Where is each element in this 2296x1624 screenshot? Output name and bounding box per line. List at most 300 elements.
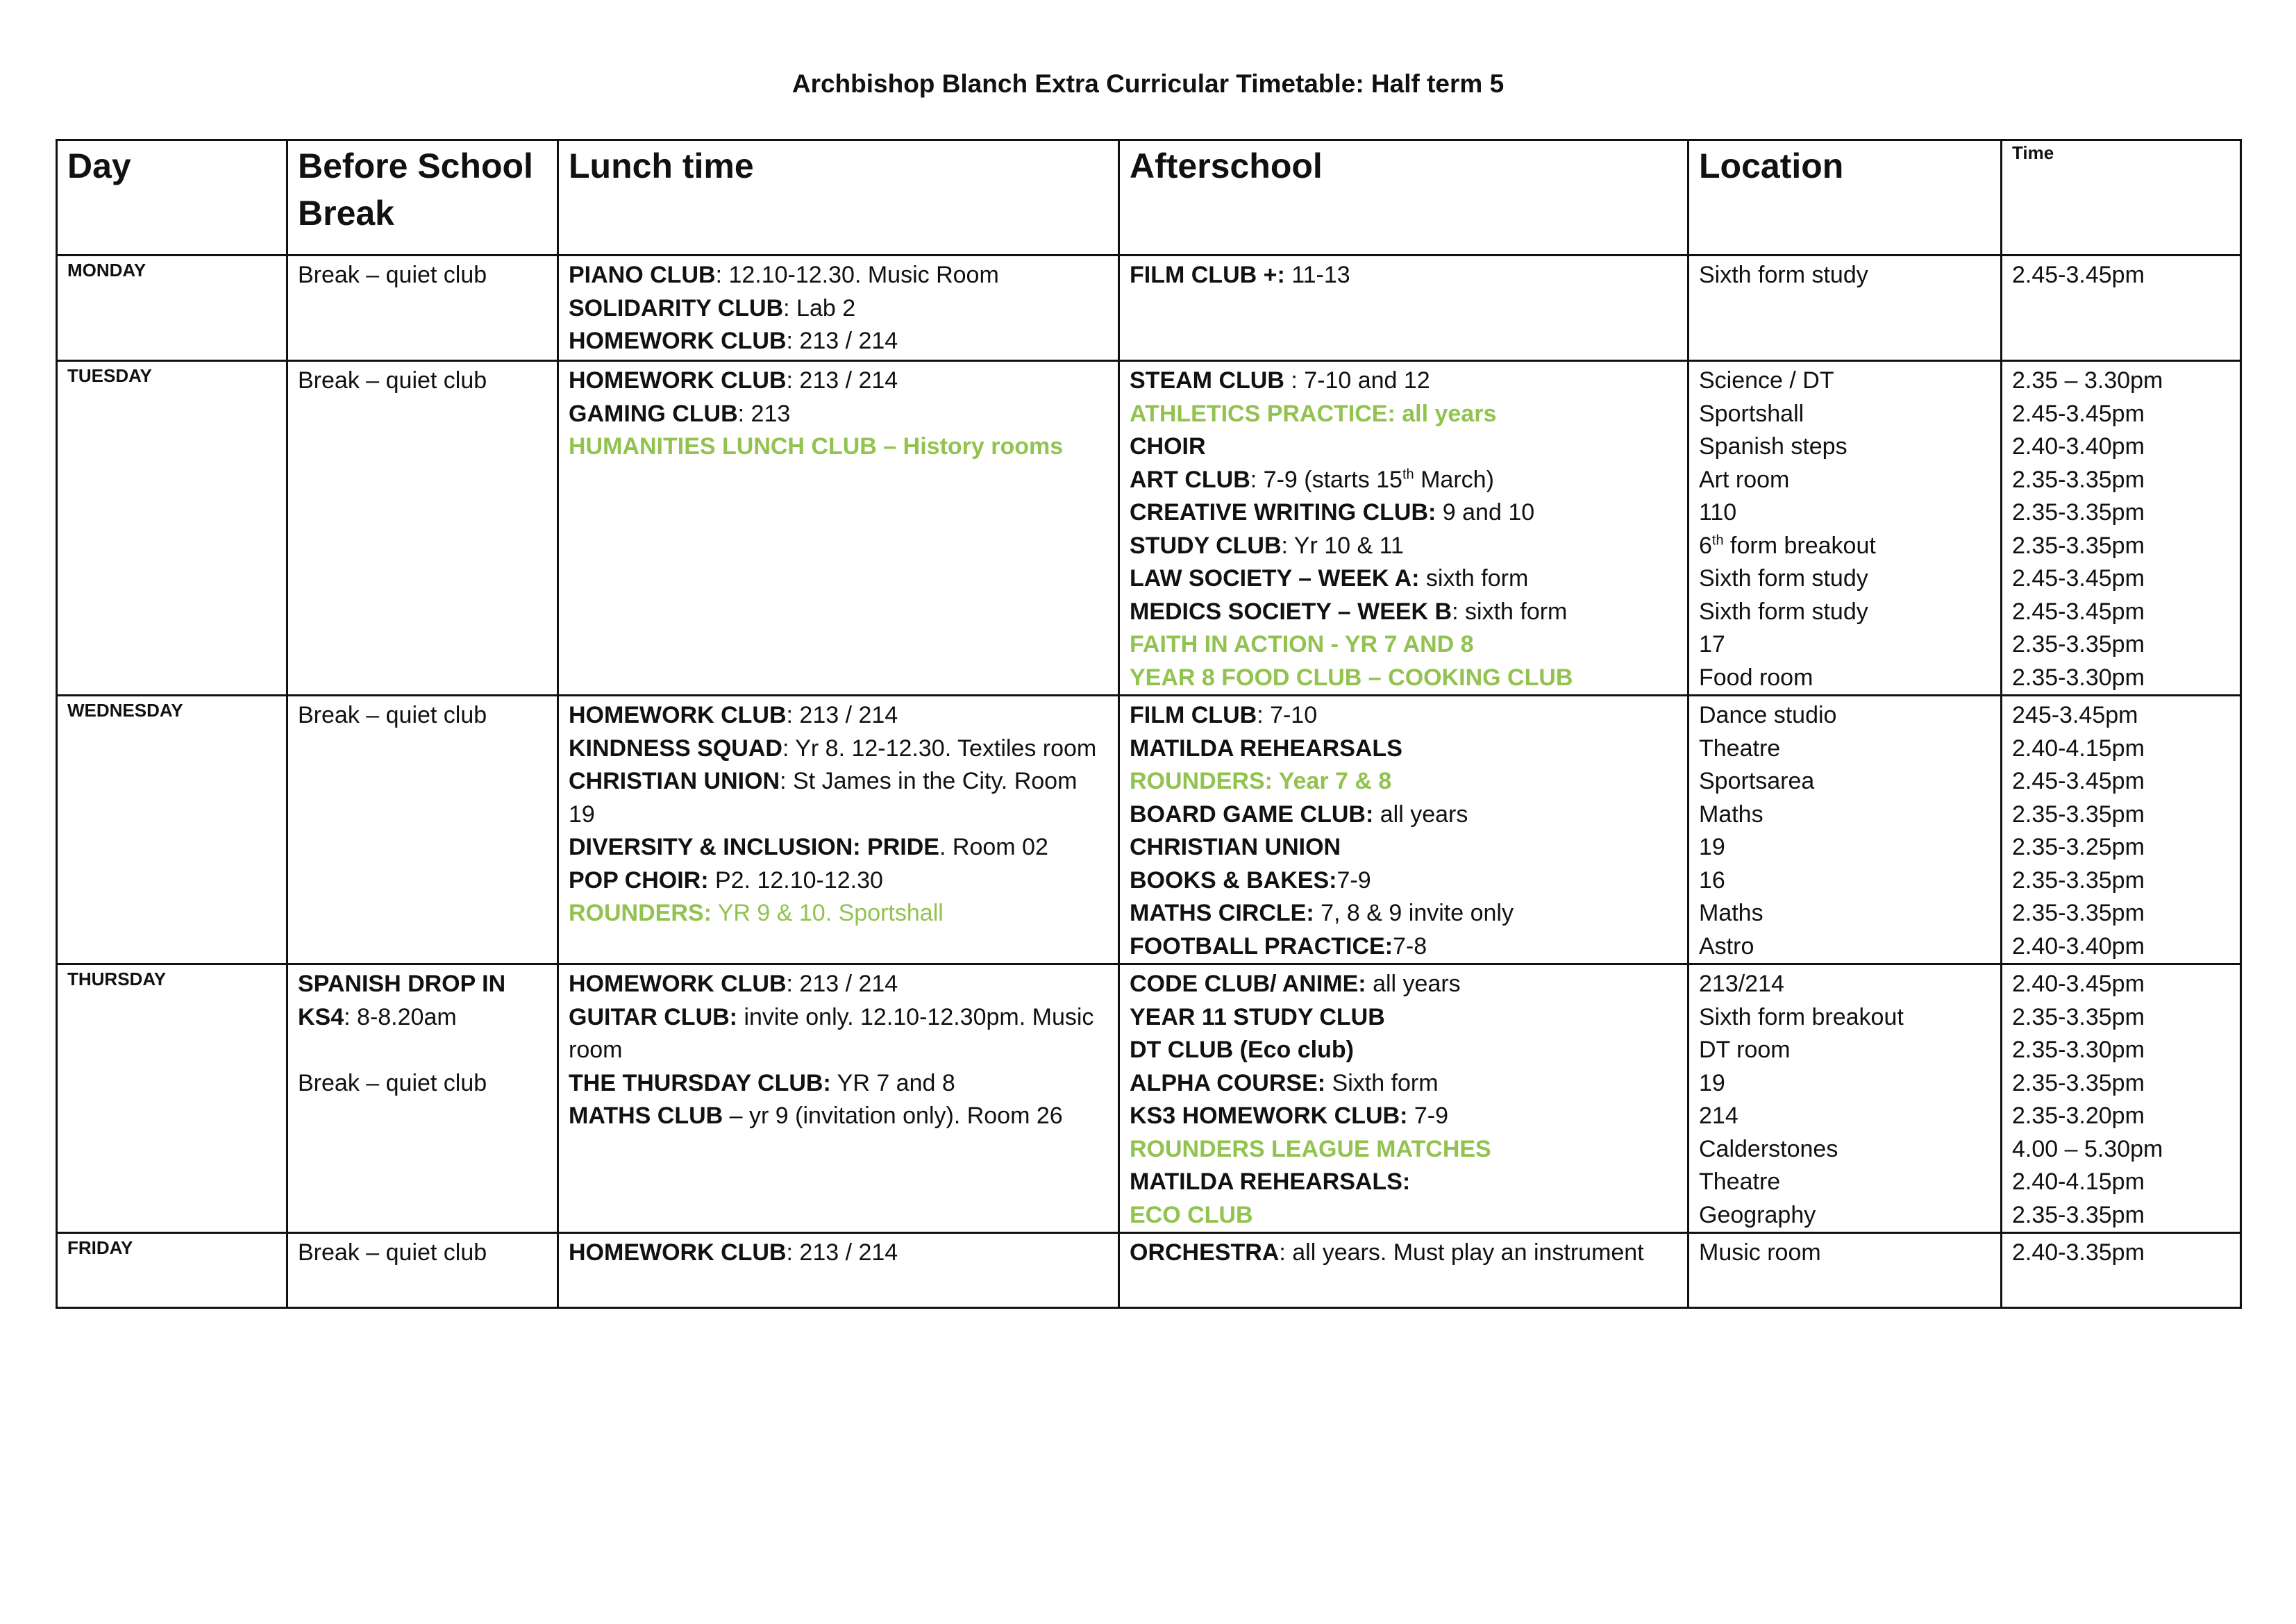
item-bold: FILM CLUB [1130,702,1257,728]
before-list-wednesday [298,699,548,733]
lunch-cell [558,361,1119,696]
list-item [1130,662,1679,695]
lunch-cell [558,1233,1119,1308]
item-text: : 213 / 214 [786,971,898,997]
item-text: Sixth form breakout [1699,1003,1904,1030]
before-cell [287,361,558,696]
list-item [1699,628,1992,662]
list-item [2012,530,2231,563]
item-text: 110 [1699,499,1737,526]
location-list-tuesday [1699,365,1992,694]
item-text: 9 and 10 [1436,499,1535,526]
list-item [569,1100,1109,1133]
header-row [57,140,2241,256]
list-item [569,430,1109,464]
item-text: 2.35-3.25pm [2012,834,2145,860]
list-item [2012,765,2231,798]
list-item [2012,662,2231,695]
item-bold: HOMEWORK CLUB [569,971,787,997]
list-item [2012,259,2231,292]
list-item [1130,831,1679,864]
after-list-thursday [1130,968,1679,1232]
item-bold: HUMANITIES LUNCH CLUB – History rooms [569,433,1064,460]
item-text: YR 7 and 8 [830,1069,955,1096]
list-item [1699,1166,1992,1199]
item-bold: MEDICS SOCIETY – WEEK B [1130,598,1452,625]
location-cell [1689,696,2002,964]
item-bold: SOLIDARITY CLUB [569,294,784,321]
item-text: Maths [1699,801,1763,828]
time-cell [2002,256,2241,361]
before-cell [287,256,558,361]
list-item [1130,628,1679,662]
list-item [298,259,548,292]
item-text: : 213 / 214 [786,1239,898,1266]
list-item [2012,1199,2231,1232]
timetable [56,139,2242,1309]
item-text: : Yr 10 & 11 [1281,532,1404,559]
item-text: 2.35-3.35pm [2012,1003,2145,1030]
list-item [2012,1237,2231,1270]
item-bold: BOARD GAME CLUB: [1130,801,1374,828]
day-cell [57,696,287,964]
item-text: 2.40-3.35pm [2012,1239,2145,1266]
item-text: 17 [1699,631,1725,658]
item-bold: KS4 [298,1003,344,1030]
item-text: 2.35-3.35pm [2012,900,2145,926]
list-item [1699,1133,1992,1166]
before-cell [287,964,558,1233]
item-text: : 213 / 214 [786,328,898,354]
day-label-tuesday: TUESDAY [67,365,152,386]
time-cell [2002,1233,2241,1308]
item-bold: ART CLUB [1130,466,1250,493]
item-text: Astro [1699,932,1754,960]
list-item [1699,259,1992,292]
list-item [1699,897,1992,930]
list-item [569,699,1109,733]
lunch-list-thursday [569,968,1109,1133]
location-cell [1689,964,2002,1233]
time-list-wednesday [2012,699,2231,963]
list-item [298,1237,548,1270]
day-label-wednesday: WEDNESDAY [67,700,183,721]
row-wednesday [57,696,2241,964]
item-bold: HOMEWORK CLUB [569,1239,787,1266]
item-sup: th [1711,533,1724,549]
item-text: Theatre [1699,735,1781,762]
item-text: 2.35-3.35pm [2012,532,2145,559]
lunch-list-tuesday [569,365,1109,464]
item-text: . Room 02 [939,834,1048,860]
list-item [1130,1034,1679,1067]
list-item [1130,798,1679,832]
item-text: 2.40-3.45pm [2012,971,2145,997]
location-cell [1689,256,2002,361]
list-item [569,1067,1109,1100]
row-monday [57,256,2241,361]
item-bold: MATHS CIRCLE: [1130,900,1314,926]
item-bold: LAW SOCIETY – WEEK A: [1130,565,1420,592]
list-item [1130,398,1679,431]
header-lunch: Lunch time [558,140,1119,256]
item-text: Maths [1699,900,1763,926]
list-item [2012,596,2231,629]
item-text: Science / DT [1699,367,1834,394]
item-bold: FAITH IN ACTION - YR 7 AND 8 [1130,631,1474,658]
lunch-cell [558,964,1119,1233]
day-cell [57,1233,287,1308]
list-item [1699,662,1992,695]
item-text: : Yr 8. 12-12.30. Textiles room [782,735,1097,762]
item-text: Break – quiet club [298,1239,487,1266]
item-bold: GUITAR CLUB: [569,1003,737,1030]
item-text: Sportsarea [1699,768,1815,794]
day-label-friday: FRIDAY [67,1237,133,1258]
item-text: – yr 9 (invitation only). Room 26 [723,1103,1063,1129]
list-item [2012,628,2231,662]
item-text: 6 [1699,532,1712,559]
item-bold: GAMING CLUB [569,400,738,427]
list-item [2012,430,2231,464]
day-label-monday: MONDAY [67,260,146,281]
list-item [1130,496,1679,530]
item-text: 2.45-3.45pm [2012,598,2145,625]
list-item [298,1034,548,1067]
list-item [1699,930,1992,964]
after-cell [1119,256,1689,361]
time-list-thursday [2012,968,2231,1232]
item-text: Theatre [1699,1169,1781,1195]
list-item [1130,1100,1679,1133]
list-item [569,765,1109,798]
list-item [1699,1237,1992,1270]
item-text: 2.45-3.45pm [2012,262,2145,288]
item-text: 4.00 – 5.30pm [2012,1135,2163,1162]
list-item [2012,398,2231,431]
list-item [1699,496,1992,530]
item-bold: CREATIVE WRITING CLUB: [1130,499,1436,526]
list-item [1130,930,1679,964]
item-bold: STEAM CLUB [1130,367,1284,394]
item-bold: KS3 HOMEWORK CLUB: [1130,1103,1408,1129]
item-text: : Lab 2 [783,294,856,321]
after-cell [1119,361,1689,696]
location-list-monday [1699,259,1992,292]
day-cell [57,964,287,1233]
list-item [1699,798,1992,832]
list-item [2012,930,2231,964]
list-item [1699,864,1992,898]
item-text: Sportshall [1699,400,1804,427]
item-text: : 8-8.20am [344,1003,457,1030]
list-item [2012,1001,2231,1035]
item-text: Sixth form study [1699,598,1868,625]
list-item [569,1001,1109,1035]
item-text: 2.35-3.35pm [2012,1069,2145,1096]
time-list-tuesday [2012,365,2231,694]
item-bold: CHOIR [1130,433,1206,460]
before-list-monday [298,259,548,292]
item-bold: MATILDA REHEARSALS [1130,735,1402,762]
item-text: 2.35-3.20pm [2012,1103,2145,1129]
item-sup: th [1402,467,1414,483]
item-text: 19 [1699,1069,1725,1096]
location-list-friday [1699,1237,1992,1270]
list-item [569,798,1109,832]
list-item [1130,1237,1679,1270]
list-item [2012,1034,2231,1067]
item-text: 7, 8 & 9 invite only [1314,900,1514,926]
list-item [2012,1133,2231,1166]
list-item [1130,968,1679,1001]
list-item [2012,831,2231,864]
time-cell [2002,696,2241,964]
list-item [1699,1100,1992,1133]
list-item [1130,464,1679,497]
item-text: : all years. Must play an instrument [1279,1239,1644,1266]
list-item [2012,897,2231,930]
list-item [1130,365,1679,398]
list-item [2012,699,2231,733]
list-item [1130,864,1679,898]
item-bold: YEAR 8 FOOD CLUB – COOKING CLUB [1130,664,1573,691]
item-text: : sixth form [1452,598,1568,625]
list-item [1699,831,1992,864]
list-item [2012,1166,2231,1199]
item-bold: ROUNDERS: [569,900,712,926]
item-text: : 12.10-12.30. Music Room [715,262,999,288]
item-bold: ORCHESTRA [1130,1239,1280,1266]
list-item [1130,1067,1679,1100]
time-cell [2002,361,2241,696]
item-bold: ROUNDERS LEAGUE MATCHES [1130,1135,1491,1162]
item-text: 2.45-3.45pm [2012,768,2145,794]
item-text: : 7-10 and 12 [1284,367,1430,394]
item-after: March) [1414,466,1494,493]
item-text: Music room [1699,1239,1821,1266]
item-text: Calderstones [1699,1135,1838,1162]
item-text: 245-3.45pm [2012,702,2138,728]
after-list-monday [1130,259,1679,292]
item-text: P2. 12.10-12.30 [708,867,883,894]
list-item [1130,1199,1679,1232]
item-bold: ECO CLUB [1130,1201,1253,1228]
list-item [2012,798,2231,832]
item-text: 11-13 [1284,262,1350,288]
item-bold: HOMEWORK CLUB [569,328,787,354]
item-text: 2.40-3.40pm [2012,433,2145,460]
item-bold: HOMEWORK CLUB [569,367,787,394]
location-list-thursday [1699,968,1992,1232]
list-item [1699,530,1992,563]
item-text: 2.35-3.35pm [2012,1201,2145,1228]
list-item [569,365,1109,398]
item-text: 214 [1699,1103,1738,1129]
list-item [1130,765,1679,798]
list-item [1130,596,1679,629]
item-text: 19 [569,801,595,828]
list-item [569,864,1109,898]
list-item [1130,430,1679,464]
after-cell [1119,964,1689,1233]
list-item [569,292,1109,326]
item-bold: ROUNDERS: Year 7 & 8 [1130,768,1392,794]
item-text: all years [1366,971,1461,997]
location-cell [1689,1233,2002,1308]
item-after: form breakout [1723,532,1876,559]
item-text: room [569,1037,623,1063]
item-text: Break – quiet club [298,1069,487,1096]
list-item [1130,733,1679,766]
item-text: 213/214 [1699,971,1784,997]
item-text: 2.40-4.15pm [2012,735,2145,762]
item-bold: POP CHOIR: [569,867,709,894]
list-item [2012,464,2231,497]
list-item [1699,733,1992,766]
item-text: 2.35-3.35pm [2012,867,2145,894]
list-item [569,831,1109,864]
list-item [2012,496,2231,530]
list-item [1130,897,1679,930]
item-text: Break – quiet club [298,367,487,394]
item-bold: CHRISTIAN UNION [1130,834,1341,860]
list-item [1699,464,1992,497]
before-list-thursday [298,968,548,1100]
item-text: Break – quiet club [298,702,487,728]
lunch-list-wednesday [569,699,1109,930]
list-item [2012,1100,2231,1133]
item-text: 7-9 [1336,867,1371,894]
list-item [1699,398,1992,431]
item-text: : St James in the City. Room [780,768,1078,794]
list-item [2012,968,2231,1001]
list-item [569,398,1109,431]
item-text: : 7-10 [1257,702,1318,728]
time-list-monday [2012,259,2231,292]
day-cell [57,256,287,361]
before-list-friday [298,1237,548,1270]
item-text: Geography [1699,1201,1816,1228]
before-cell [287,1233,558,1308]
list-item [1699,1034,1992,1067]
list-item [298,1001,548,1035]
before-cell [287,696,558,964]
list-item [1699,1067,1992,1100]
list-item [1130,699,1679,733]
list-item [1130,1166,1679,1199]
item-text: Art room [1699,466,1790,493]
item-bold: SPANISH DROP IN [298,971,506,997]
item-text: Sixth form [1325,1069,1439,1096]
list-item [569,1237,1109,1270]
list-item [569,259,1109,292]
day-label-thursday: THURSDAY [67,969,167,989]
list-item [2012,733,2231,766]
row-thursday [57,964,2241,1233]
item-text: 2.35-3.30pm [2012,664,2145,691]
item-text: 19 [1699,834,1725,860]
list-item [1699,699,1992,733]
list-item [2012,864,2231,898]
location-list-wednesday [1699,699,1992,963]
item-text: 2.35-3.35pm [2012,801,2145,828]
list-item [298,365,548,398]
lunch-list-friday [569,1237,1109,1270]
list-item [1130,1133,1679,1166]
item-text: Food room [1699,664,1813,691]
item-text: DT room [1699,1037,1791,1063]
item-bold: BOOKS & BAKES: [1130,867,1337,894]
item-text: 2.35 – 3.30pm [2012,367,2163,394]
after-cell [1119,696,1689,964]
item-text: YR 9 & 10. Sportshall [711,900,944,926]
location-cell [1689,361,2002,696]
list-item [1699,1199,1992,1232]
time-cell [2002,964,2241,1233]
item-text: : 213 [737,400,791,427]
item-text: : 213 / 214 [786,702,898,728]
item-text: 2.35-3.35pm [2012,631,2145,658]
item-text: 16 [1699,867,1725,894]
list-item [2012,562,2231,596]
list-item [1130,1001,1679,1035]
list-item [569,1034,1109,1067]
item-text: sixth form [1419,565,1529,592]
list-item [1699,1001,1992,1035]
list-item [569,897,1109,930]
list-item [569,968,1109,1001]
item-bold: FILM CLUB +: [1130,262,1285,288]
item-bold: DIVERSITY & INCLUSION: PRIDE [569,834,939,860]
list-item [2012,365,2231,398]
item-bold: MATHS CLUB [569,1103,723,1129]
item-bold: DT CLUB (Eco club) [1130,1037,1354,1063]
list-item [1699,968,1992,1001]
day-cell [57,361,287,696]
time-list-friday [2012,1237,2231,1270]
lunch-cell [558,256,1119,361]
list-item [298,968,548,1001]
list-item [1699,596,1992,629]
item-text: : 7-9 (starts 15 [1250,466,1402,493]
item-text: 2.40-3.40pm [2012,932,2145,960]
after-cell [1119,1233,1689,1308]
item-bold: CHRISTIAN UNION [569,768,780,794]
item-text: 2.35-3.35pm [2012,466,2145,493]
header-day: Day [57,140,287,256]
row-tuesday [57,361,2241,696]
item-bold: CODE CLUB/ ANIME: [1130,971,1366,997]
lunch-list-monday [569,259,1109,358]
list-item [1699,430,1992,464]
list-item [1699,365,1992,398]
list-item [1130,259,1679,292]
item-bold: STUDY CLUB [1130,532,1282,559]
list-item [2012,1067,2231,1100]
item-bold: THE THURSDAY CLUB: [569,1069,831,1096]
lunch-cell [558,696,1119,964]
before-list-tuesday [298,365,548,398]
item-bold: FOOTBALL PRACTICE: [1130,932,1393,960]
item-text: 2.35-3.30pm [2012,1037,2145,1063]
item-text: 2.40-4.15pm [2012,1169,2145,1195]
item-text: all years [1373,801,1468,828]
header-afterschool: Afterschool [1119,140,1689,256]
header-time: Time [2002,140,2241,256]
item-text: Break – quiet club [298,262,487,288]
header-location: Location [1689,140,2002,256]
